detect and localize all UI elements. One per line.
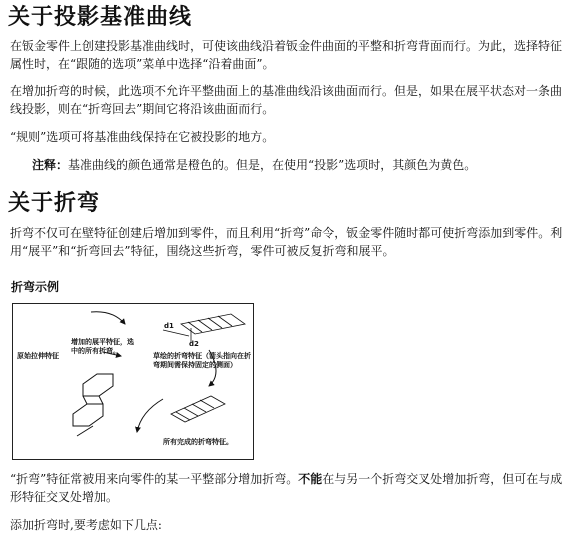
section-title-projected-datum-curve: 关于投影基准曲线 [8,5,193,30]
flow-arrow-1 [91,312,125,324]
paragraph-bend-feature [10,470,566,506]
section-title-about-bends: 关于折弯 [8,191,101,216]
paragraph-regular-option: “规则”选项可将基准曲线保持在它被投影的地方。 [10,130,275,144]
paragraph-bends-intro: 折弯不仅可在壁特征创建后增加到零件，而且利用“折弯”命令，钣金零件随时都可使折弯添加到零件。利用“展平”和“折弯回去”特征，围绕这些折弯，零件可被反复折弯和展平。 [10,226,563,258]
figure-label-sketched: 草绘的折弯特征（箭头指向在折弯期间需保持固定的侧面） [153,352,251,369]
note [32,156,566,174]
bend-example-figure [12,303,254,460]
paragraph-bend-feature-a: “折弯”特征常被用来向零件的某一平整部分增加折弯。 [10,472,299,486]
figure-label-original: 原始拉伸特征 [17,352,59,360]
note-label: 注释： [32,158,69,172]
note-text: 基准曲线的颜色通常是橙色的。但是，在使用“投影”选项时，其颜色为黄色。 [68,158,477,172]
bend-example-drawing [13,304,253,459]
paragraph-projection: 在钣金零件上创建投影基准曲线时，可使该曲线沿着钣金件曲面的平整和折弯背面而行。为此，选择特征属性时，在“跟随的选项”菜单中选择“沿着曲面”。 [10,39,563,71]
figure-label-complete: 所有完成的折弯特征。 [163,438,233,446]
figure-label-added: 增加的展平特征，选中的所有折弯。 [71,338,134,355]
paragraph-bend-feature-b: 在与另一个折弯交叉处增加折弯，但可在与成形特征交叉处增加。 [10,472,563,504]
paragraph-bend-feature-emphasis: 不能 [298,472,323,486]
sketched-strip [171,396,225,422]
subheading-bend-example: 折弯示例 [11,280,60,294]
folded-part [73,374,113,436]
paragraph-add-bend: 在增加折弯的时候，此选项不允许平整曲面上的基准曲线沿该曲面而行。但是，如果在展平状态对一条曲线投影，则在“折弯回去”期间它将沿该曲面而行。 [10,84,563,116]
paragraph-considerations: 添加折弯时,要考虑如下几点: [10,518,162,532]
figure-label-d1: d1 [164,322,174,330]
flow-arrow-3 [137,399,163,432]
flat-strip [163,314,245,342]
figure-label-d2: d2 [189,340,199,348]
